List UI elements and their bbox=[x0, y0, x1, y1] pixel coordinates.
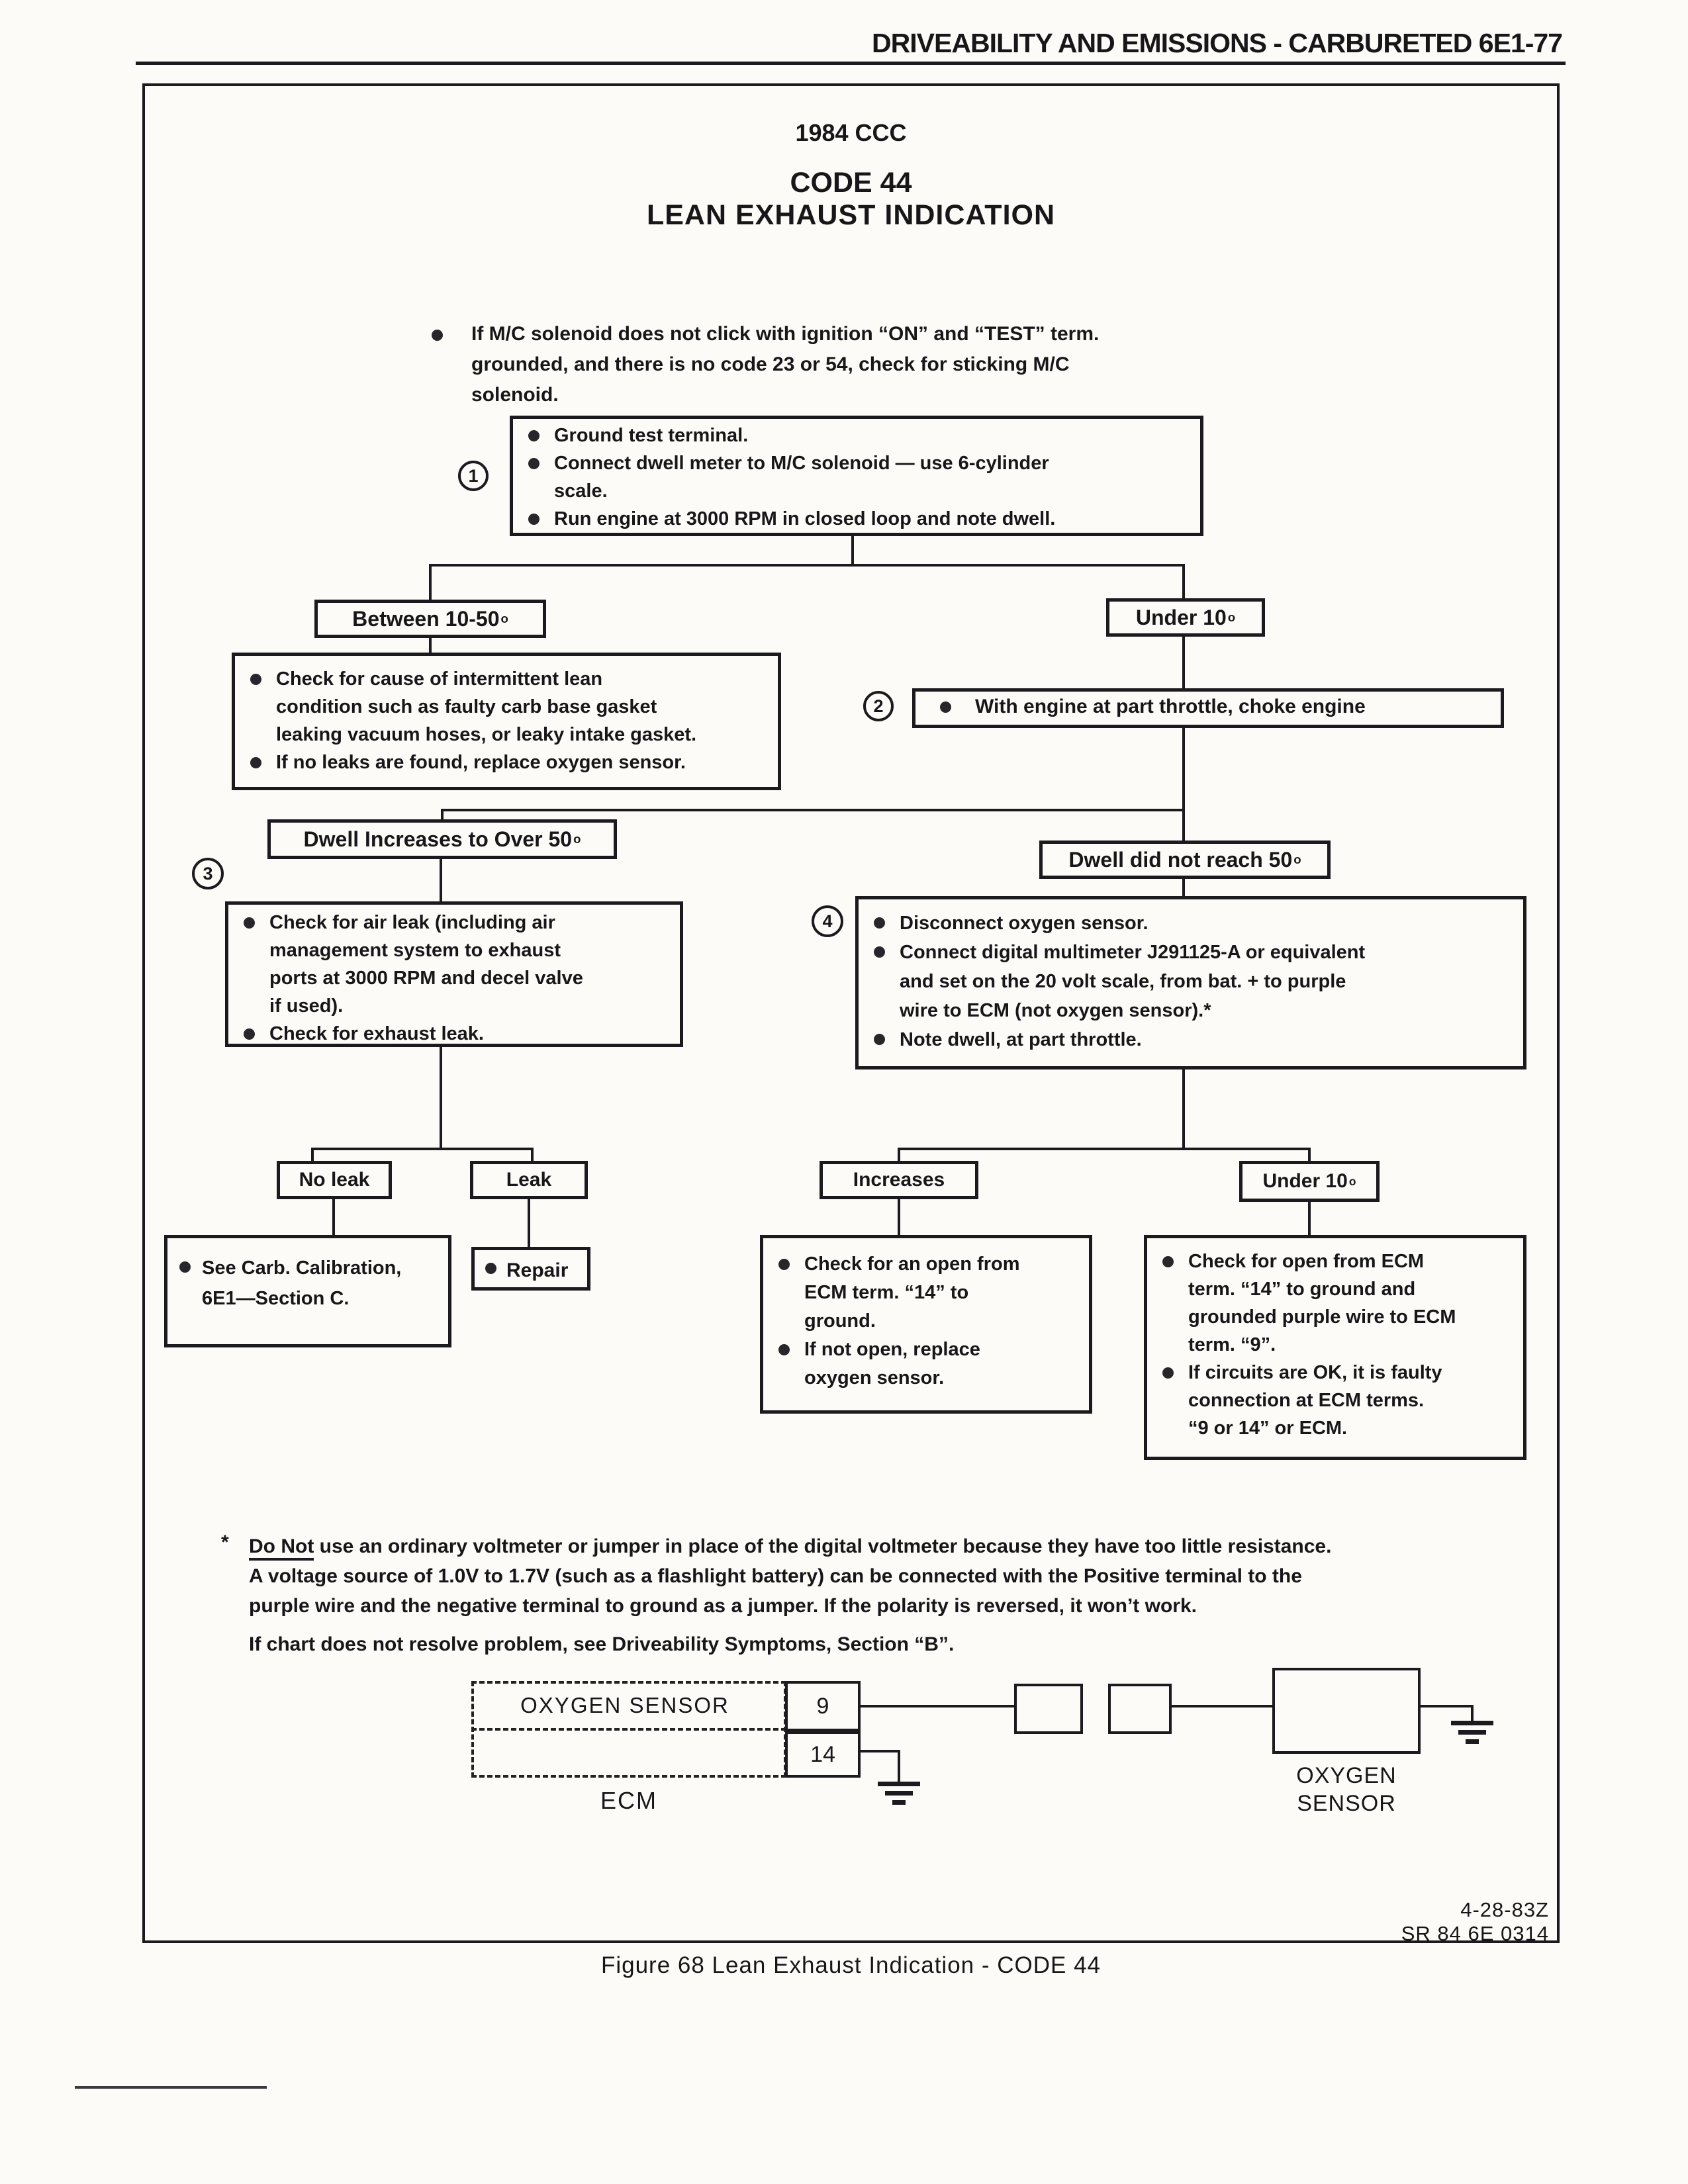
header-rule bbox=[136, 62, 1566, 65]
footnote-body: use an ordinary voltmeter or jumper in place of the digital voltmeter because they have too little resistance. A voltage source of 1.0V to 1.7V (such as a flashlight battery) can be connected with the Positive terminal to the purple wire and the negative terminal to ground as a jumper. If the polarity is reversed, it won’t work. bbox=[249, 1535, 1332, 1617]
oxygen-sensor-label: OXYGEN SENSOR bbox=[1296, 1763, 1397, 1816]
connector-line bbox=[1182, 564, 1185, 600]
connector-line bbox=[898, 1148, 1311, 1150]
connector-line bbox=[531, 1148, 534, 1161]
degree-sup: o bbox=[1227, 610, 1236, 624]
outcome-label: Under 10 bbox=[1135, 605, 1227, 629]
connector-line bbox=[429, 638, 432, 653]
dwell-not-reach-50-box bbox=[1039, 841, 1331, 879]
step-1-box bbox=[510, 416, 1203, 536]
connector-line bbox=[429, 564, 1185, 567]
step-2-box bbox=[912, 688, 1504, 728]
repair-box bbox=[471, 1247, 590, 1291]
bullet-text: Ground test terminal. bbox=[554, 425, 749, 446]
bullet-dot bbox=[778, 1259, 790, 1270]
outcome-label: Leak bbox=[506, 1169, 552, 1191]
figure-caption: Figure 68 Lean Exhaust Indication - CODE 44 bbox=[600, 1952, 1102, 1978]
terminal-14-box bbox=[785, 1731, 861, 1778]
bullet-text: Run engine at 3000 RPM in closed loop and note dwell. bbox=[554, 508, 1056, 529]
outcome-label: Under 10 bbox=[1262, 1170, 1348, 1192]
chart-code-subtitle: LEAN EXHAUST INDICATION bbox=[646, 199, 1056, 231]
bullet-text: Connect digital multimeter J291125-A or equivalent and set on the 20 volt scale, from bat. + to purple wire to ECM (not oxygen sensor).* bbox=[900, 942, 1366, 1021]
ground-icon bbox=[1451, 1721, 1493, 1749]
bullet-text: See Carb. Calibration, 6E1—Section C. bbox=[202, 1257, 402, 1309]
bullet-dot bbox=[250, 674, 261, 685]
footnote-emphasis: Do Not bbox=[249, 1535, 314, 1561]
step-3-badge bbox=[192, 858, 224, 889]
bullet-dot bbox=[874, 946, 885, 958]
bullet-text: Disconnect oxygen sensor. bbox=[900, 913, 1149, 934]
bullet-text: Note dwell, at part throttle. bbox=[900, 1029, 1142, 1050]
footnote-text bbox=[249, 1531, 1331, 1621]
bullet-dot bbox=[528, 458, 539, 469]
revision-date: 4-28-83Z bbox=[1460, 1898, 1549, 1921]
bullet-dot bbox=[528, 430, 539, 441]
connector-line bbox=[898, 1199, 900, 1235]
connector-line bbox=[311, 1148, 534, 1150]
connector-line bbox=[528, 1199, 530, 1247]
bullet-dot bbox=[874, 917, 885, 929]
bullet-dot bbox=[432, 330, 443, 341]
intro-note: If M/C solenoid does not click with ignition “ON” and “TEST” term. grounded, and there is no code 23 or 54, check for sticking M/C solenoid. bbox=[471, 323, 1100, 406]
outcome-label: Increases bbox=[853, 1169, 945, 1191]
bullet-dot bbox=[250, 757, 261, 768]
see-carb-box bbox=[164, 1235, 451, 1347]
bullet-text: Repair bbox=[506, 1259, 569, 1281]
step-4-box bbox=[855, 896, 1526, 1069]
leak-box bbox=[470, 1161, 588, 1199]
bullet-text: If circuits are OK, it is faulty connection at ECM terms. “9 or 14” or ECM. bbox=[1188, 1362, 1442, 1439]
doc-number: SR 84 6E 0314 bbox=[1401, 1922, 1549, 1945]
connector-line bbox=[1182, 1069, 1185, 1148]
bullet-dot bbox=[179, 1261, 191, 1273]
bullet-text: If no leaks are found, replace oxygen sensor. bbox=[276, 752, 686, 773]
chart-code-title: CODE 44 bbox=[790, 167, 912, 199]
bullet-text: With engine at part throttle, choke engine bbox=[975, 696, 1366, 717]
wire bbox=[1172, 1705, 1272, 1707]
bullet-text: If not open, replace oxygen sensor. bbox=[804, 1339, 980, 1388]
step-3-number: 3 bbox=[203, 863, 213, 884]
ecm-label: ECM bbox=[600, 1787, 657, 1814]
bullet-text: Check for cause of intermittent lean condition such as faulty carb base gasket leaking vacuum hoses, or leaky intake gasket. bbox=[276, 668, 697, 745]
outcome-label: Between 10-50 bbox=[352, 606, 500, 631]
wire bbox=[1421, 1705, 1474, 1707]
ground-icon bbox=[878, 1782, 920, 1809]
connector-line bbox=[1182, 728, 1185, 841]
page-header: DRIVEABILITY AND EMISSIONS - CARBURETED 6E1-77 bbox=[872, 28, 1562, 58]
connector-half-b bbox=[1108, 1684, 1172, 1734]
step-4-badge bbox=[812, 905, 843, 937]
bullet-text: Connect dwell meter to M/C solenoid — use 6-cylinder scale. bbox=[554, 453, 1049, 502]
bullet-dot bbox=[940, 702, 951, 713]
degree-sup: o bbox=[1348, 1174, 1356, 1188]
bullet-text: Check for air leak (including air management system to exhaust ports at 3000 RPM and decel valve if used). bbox=[269, 912, 583, 1017]
bullet-dot bbox=[244, 1028, 255, 1040]
step-2-badge bbox=[863, 691, 894, 721]
step-1-number: 1 bbox=[468, 465, 479, 486]
bullet-dot bbox=[528, 514, 539, 525]
bullet-text: Check for open from ECM term. “14” to ground and grounded purple wire to ECM term. “9”. bbox=[1188, 1251, 1456, 1355]
wire bbox=[861, 1705, 1014, 1707]
connector-line bbox=[332, 1199, 335, 1235]
oxygen-sensor-box bbox=[1272, 1668, 1421, 1754]
degree-sup: o bbox=[500, 612, 508, 625]
outcome-label: No leak bbox=[299, 1169, 370, 1191]
connector-line bbox=[851, 536, 854, 567]
terminal-9-label: 9 bbox=[816, 1693, 829, 1719]
dwell-over-50-box bbox=[267, 819, 617, 859]
connector-line bbox=[429, 564, 432, 601]
outcome-label: Dwell did not reach 50 bbox=[1068, 847, 1293, 872]
connector-line bbox=[1182, 879, 1185, 896]
connector-line bbox=[1308, 1202, 1311, 1235]
connector-line bbox=[311, 1148, 314, 1161]
degree-sup: o bbox=[573, 832, 581, 846]
footnote-star: * bbox=[221, 1531, 229, 1553]
wire bbox=[1471, 1705, 1474, 1721]
terminal-9-box bbox=[785, 1681, 861, 1731]
bullet-dot bbox=[1162, 1367, 1174, 1379]
ecm-dashed-divider bbox=[471, 1728, 786, 1731]
step-4-number: 4 bbox=[822, 911, 833, 931]
bullet-text: Check for exhaust leak. bbox=[269, 1023, 484, 1044]
step-1-badge bbox=[458, 461, 489, 491]
connector-line bbox=[441, 809, 1185, 811]
open-term14-box bbox=[760, 1235, 1092, 1414]
step-2-number: 2 bbox=[873, 696, 884, 716]
chart-note: If chart does not resolve problem, see Driveability Symptoms, Section “B”. bbox=[249, 1633, 955, 1655]
wire bbox=[861, 1750, 900, 1752]
connector-line bbox=[440, 859, 442, 901]
step-3-box bbox=[225, 901, 683, 1047]
intermittent-lean-box bbox=[232, 653, 781, 790]
ecm-connector-label: OXYGEN SENSOR bbox=[520, 1693, 729, 1717]
wire bbox=[898, 1750, 900, 1782]
footnote bbox=[221, 1531, 1331, 1621]
outcome-label: Dwell Increases to Over 50 bbox=[303, 827, 573, 851]
bullet-dot bbox=[874, 1034, 885, 1045]
open-term14-9-box bbox=[1144, 1235, 1526, 1460]
connector-line bbox=[1308, 1148, 1311, 1161]
under-10-box-2 bbox=[1239, 1161, 1380, 1202]
bullet-dot bbox=[485, 1263, 496, 1274]
bullet-dot bbox=[1162, 1256, 1174, 1267]
under-10-box bbox=[1106, 598, 1265, 637]
bullet-dot bbox=[244, 917, 255, 929]
connector-line bbox=[440, 1047, 442, 1148]
between-10-50-box bbox=[314, 600, 546, 638]
terminal-14-label: 14 bbox=[810, 1741, 835, 1767]
increases-box bbox=[820, 1161, 978, 1199]
no-leak-box bbox=[277, 1161, 392, 1199]
connector-line bbox=[441, 809, 444, 819]
connector-line bbox=[1182, 637, 1185, 688]
connector-half-a bbox=[1014, 1684, 1083, 1734]
binder-mark bbox=[75, 2086, 267, 2089]
degree-sup: o bbox=[1293, 852, 1301, 866]
connector-line bbox=[898, 1148, 900, 1161]
bullet-dot bbox=[778, 1344, 790, 1355]
bullet-text: Check for an open from ECM term. “14” to ground. bbox=[804, 1253, 1020, 1332]
chart-year-title: 1984 CCC bbox=[795, 119, 907, 146]
